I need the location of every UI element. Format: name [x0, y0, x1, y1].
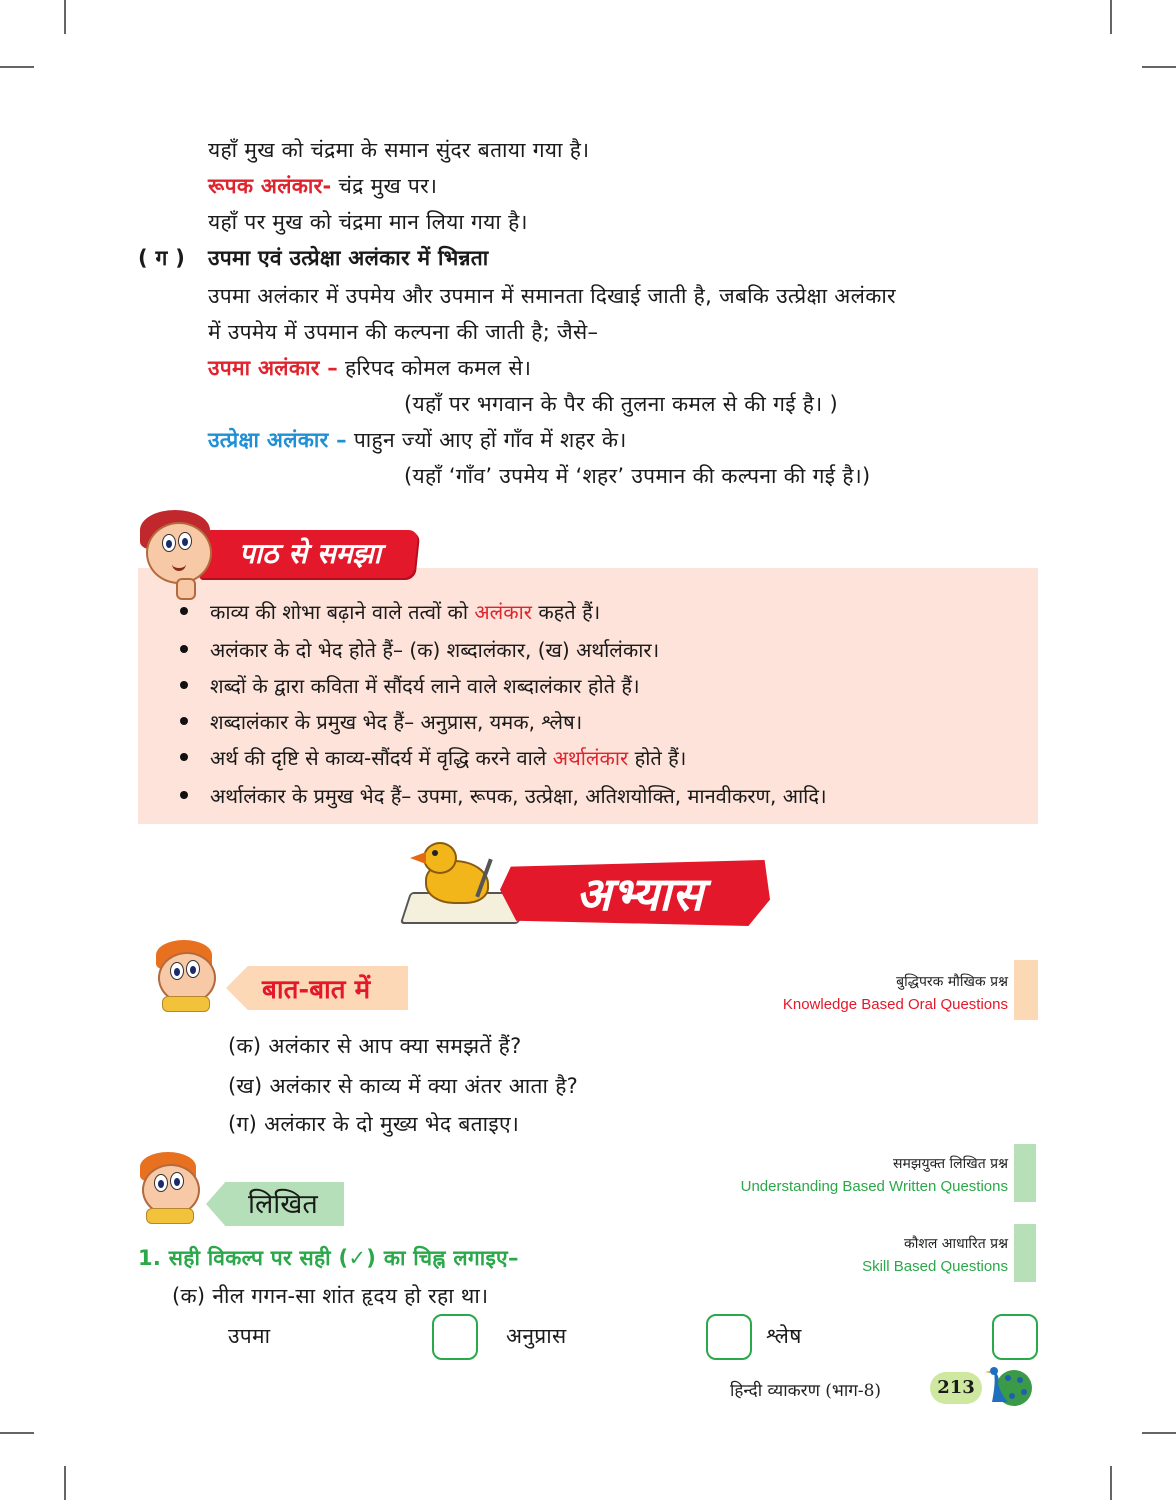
oral-tag-english: Knowledge Based Oral Questions [782, 996, 1008, 1013]
crop-mark [0, 1432, 34, 1434]
upma-example: हरिपद कोमल कमल से। [338, 356, 532, 380]
option-label: श्लेष [766, 1324, 802, 1348]
book-title: हिन्दी व्याकरण (भाग-8) [730, 1381, 882, 1401]
oral-question: (ख) अलंकार से काव्य में क्या अंतर आता है? [228, 1074, 579, 1098]
utpreksha-line [208, 426, 627, 454]
section-marker: ( ग ) [138, 246, 186, 270]
abhyas-title: अभ्यास [576, 867, 704, 921]
text-line: यहाँ मुख को चंद्रमा के समान सुंदर बताया गया है। [208, 138, 590, 162]
bullet-dot-icon [180, 717, 188, 725]
bullet-dot-icon [180, 607, 188, 615]
task-heading: 1. सही विकल्प पर सही (✓) का चिह्न लगाइए– [138, 1246, 519, 1270]
highlight-arthalankar: अर्थालंकार [552, 746, 629, 770]
page-number: 213 [930, 1372, 982, 1404]
option-label: उपमा [228, 1324, 271, 1348]
rupak-example: चंद्र मुख पर। [331, 174, 438, 198]
text-line-rupak [208, 172, 437, 200]
crop-mark [64, 0, 66, 34]
text-line: यहाँ पर मुख को चंद्रमा मान लिया गया है। [208, 210, 528, 234]
option-checkbox-upma[interactable] [432, 1314, 478, 1360]
summary-bullet: शब्दालंकार के प्रमुख भेद हैं– अनुप्रास, यमक, श्लेष। [180, 708, 582, 735]
bullet-dot-icon [180, 791, 188, 799]
option-checkbox-anupras[interactable] [706, 1314, 752, 1360]
paragraph-line: उपमा अलंकार में उपमेय और उपमान में समानता दिखाई जाती है, जबकि उत्प्रेक्षा अलंकार [208, 284, 896, 308]
bullet-dot-icon [180, 753, 188, 761]
bullet-dot-icon [180, 645, 188, 653]
crop-mark [1142, 1432, 1176, 1434]
crop-mark [1110, 1466, 1112, 1500]
written-tag-english: Understanding Based Written Questions [740, 1178, 1008, 1195]
peacock-icon [978, 1362, 1034, 1412]
summary-bullet: काव्य की शोभा बढ़ाने वाले तत्वों को अलंकार कहते हैं। [180, 598, 600, 625]
skill-tag-bar [1014, 1224, 1036, 1282]
crop-mark [64, 1466, 66, 1500]
crop-mark [1142, 66, 1176, 68]
oral-section-title: बात-बात में [262, 975, 371, 1005]
utpreksha-example: पाहुन ज्यों आए हों गाँव में शहर के। [346, 428, 627, 452]
upma-note: (यहाँ पर भगवान के पैर की तुलना कमल से की गई है। ) [404, 392, 838, 416]
crop-mark [1110, 0, 1112, 34]
oral-tag-bar [1014, 960, 1038, 1020]
option-label: अनुप्रास [506, 1324, 567, 1348]
rupak-label: रूपक अलंकार- [208, 174, 332, 198]
summary-bullet: अर्थ की दृष्टि से काव्य-सौंदर्य में वृद्धि करने वाले अर्थालंकार होते हैं। [180, 744, 686, 771]
section-heading: उपमा एवं उत्प्रेक्षा अलंकार में भिन्नता [208, 246, 489, 270]
skill-tag-hindi: कौशल आधारित प्रश्न [903, 1236, 1008, 1252]
option-checkbox-shlesh[interactable] [992, 1314, 1038, 1360]
oral-tag-hindi: बुद्धिपरक मौखिक प्रश्न [896, 974, 1008, 990]
paragraph-line: में उपमेय में उपमान की कल्पना की जाती है; जैसे– [208, 320, 599, 344]
oral-question: (क) अलंकार से आप क्या समझतें हैं? [228, 1034, 522, 1058]
utpreksha-label: उत्प्रेक्षा अलंकार – [208, 428, 347, 452]
written-tag-hindi: समझयुक्त लिखित प्रश्न [893, 1156, 1008, 1172]
written-section-title: लिखित [248, 1189, 318, 1220]
upma-label: उपमा अलंकार – [208, 356, 338, 380]
summary-bullet: शब्दों के द्वारा कविता में सौंदर्य लाने वाले शब्दालंकार होते हैं। [180, 672, 640, 699]
summary-bullet: अलंकार के दो भेद होते हैं– (क) शब्दालंकार, (ख) अर्थालंकार। [180, 636, 659, 663]
skill-tag-english: Skill Based Questions [862, 1258, 1008, 1275]
crop-mark [0, 66, 34, 68]
oral-question: (ग) अलंकार के दो मुख्य भेद बताइए। [228, 1112, 520, 1136]
upma-line [208, 354, 531, 382]
written-tag-bar [1014, 1144, 1036, 1202]
task-item: (क) नील गगन-सा शांत हृदय हो रहा था। [172, 1284, 489, 1308]
highlight-alankar: अलंकार [474, 600, 532, 624]
utpreksha-note: (यहाँ ‘गाँव’ उपमेय में ‘शहर’ उपमान की कल्पना की गई है।) [404, 464, 871, 488]
summary-bullet: अर्थालंकार के प्रमुख भेद हैं– उपमा, रूपक, उत्प्रेक्षा, अतिशयोक्ति, मानवीकरण, आदि। [180, 782, 827, 809]
bullet-dot-icon [180, 681, 188, 689]
summary-banner-title: पाठ से समझा [239, 537, 381, 570]
